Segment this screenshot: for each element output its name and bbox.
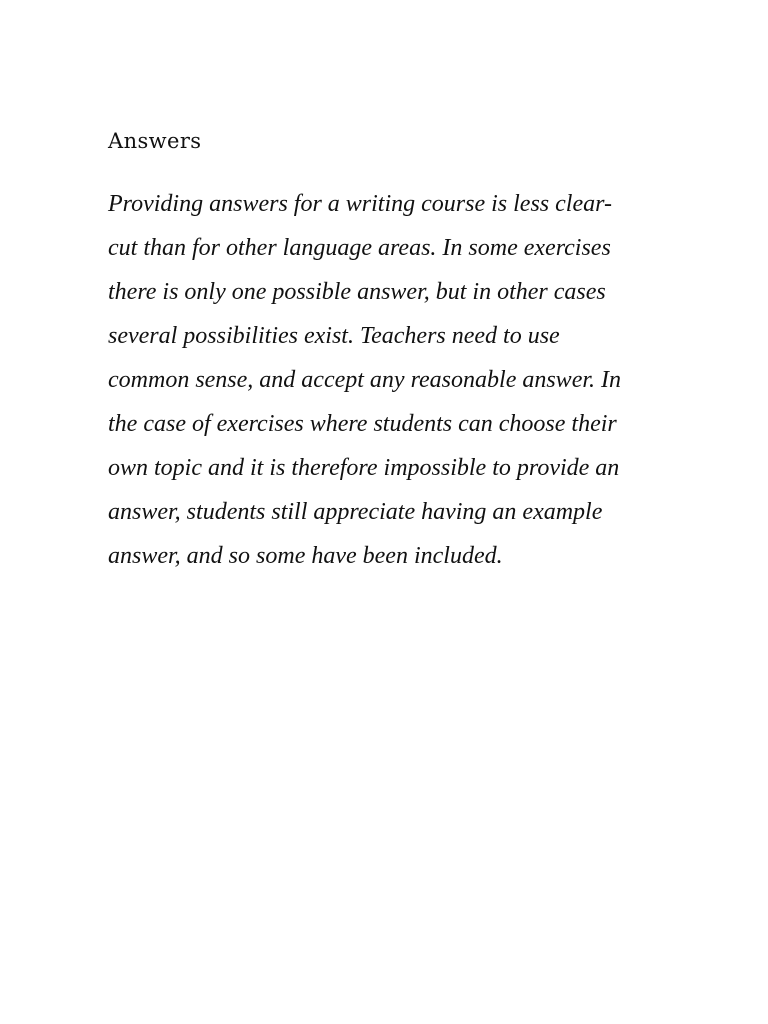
paragraph-line: cut than for other language areas. In some exercises	[108, 235, 611, 261]
paragraph-line: the case of exercises where students can choose their	[108, 411, 617, 437]
section-heading: Answers	[108, 129, 202, 153]
paragraph-line: several possibilities exist. Teachers need to use	[108, 323, 560, 349]
paragraph-line: own topic and it is therefore impossible to provide an	[108, 455, 620, 481]
paragraph-line: common sense, and accept any reasonable answer. In	[108, 367, 622, 393]
paragraph-line: Providing answers for a writing course is less clear-	[108, 191, 612, 217]
paragraph-line: there is only one possible answer, but in other cases	[108, 279, 606, 305]
paragraph-line: answer, and so some have been included.	[108, 543, 503, 569]
paragraph-line: answer, students still appreciate having an example	[108, 499, 603, 525]
